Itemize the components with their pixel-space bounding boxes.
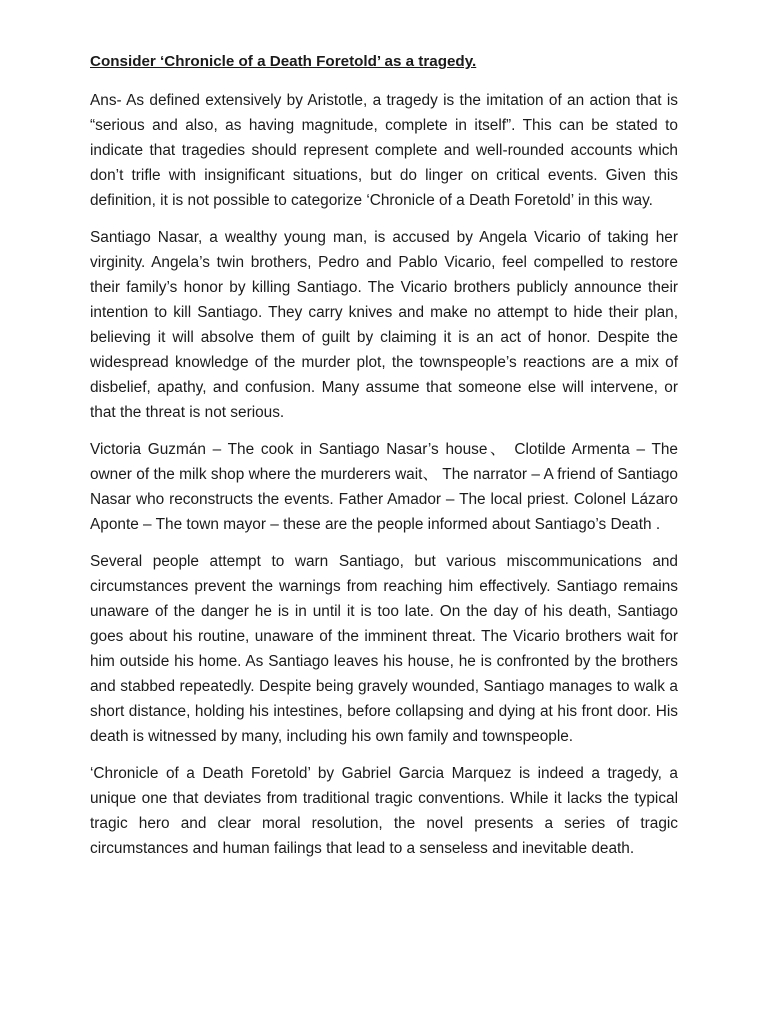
document-title: Consider ‘Chronicle of a Death Foretold’ as a tragedy. [90,53,477,70]
paragraph-conclusion: ‘Chronicle of a Death Foretold’ by Gabriel Garcia Marquez is indeed a tragedy, a unique one that deviates from traditional tragic conventions. While it lacks the typical tragic hero and clear moral resolution, the novel presents a series of tragic circumstances and human failings that lead to a senseless and inevitable death. [90,765,678,857]
paragraph-warnings: Several people attempt to warn Santiago, but various miscommunications and circumstances prevent the warnings from reaching him effectively. Santiago remains unaware of the danger he is in until it is too late. On the day of his death, Santiago goes about his routine, unaware of the imminent threat. The Vicario brothers wait for him outside his home. As Santiago leaves his house, he is confronted by the brothers and stabbed repeatedly. Despite being gravely wounded, Santiago manages to walk a short distance, holding his intestines, before collapsing and dying at his front door. His death is witnessed by many, including his own family and townspeople. [90,553,678,745]
paragraph-characters: Victoria Guzmán – The cook in Santiago Nasar’s house、 Clotilde Armenta – The owner of the milk shop where the murderers wait、 The narrator – A friend of Santiago Nasar who reconstructs the events. Father Amador – The local priest. Colonel Lázaro Aponte – The town mayor – these are the people informed about Santiago’s Death . [90,441,678,533]
paragraph-plot: Santiago Nasar, a wealthy young man, is accused by Angela Vicario of taking her virginity. Angela’s twin brothers, Pedro and Pablo Vicario, feel compelled to restore their family’s honor by killing Santiago. The Vicario brothers publicly announce their intention to kill Santiago. They carry knives and make no attempt to hide their plan, believing it will absolve them of guilt by claiming it is an act of honor. Despite the widespread knowledge of the murder plot, the townspeople’s reactions are a mix of disbelief, apathy, and confusion. Many assume that someone else will intervene, or that the threat is not serious. [90,229,678,421]
paragraph-definition: Ans- As defined extensively by Aristotle, a tragedy is the imitation of an action that is “serious and also, as having magnitude, complete in itself”. This can be stated to indicate that tragedies should represent complete and well-rounded accounts which don’t trifle with insignificant situations, but do linger on critical events. Given this definition, it is not possible to categorize ‘Chronicle of a Death Foretold’ in this way. [90,92,678,209]
document-page [90,52,678,861]
